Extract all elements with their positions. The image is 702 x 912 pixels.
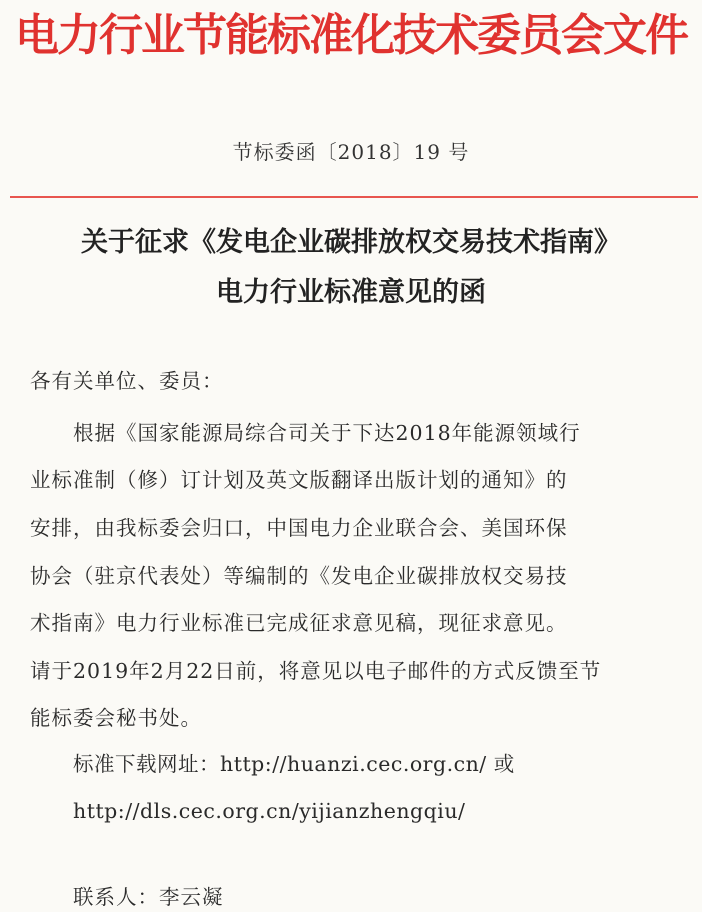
contact-person: 联系人：李云凝 [73, 885, 224, 909]
download-url-line-2: http://dls.cec.org.cn/yijianzhengqiu/ [73, 799, 466, 823]
red-divider-rule [10, 196, 698, 198]
document-title-line-2: 电力行业标准意见的函 [216, 277, 486, 308]
document-number: 节标委函〔2018〕19 号 [232, 140, 470, 164]
download-url-line-1: 标准下载网址：http://huanzi.cec.org.cn/ 或 [73, 752, 515, 776]
paragraph-line: 能标委会秘书处。 [30, 706, 202, 730]
salutation: 各有关单位、委员： [30, 369, 224, 393]
paragraph-line: 请于2019年2月22日前，将意见以电子邮件的方式反馈至节 [30, 659, 602, 683]
paragraph-line: 协会（驻京代表处）等编制的《发电企业碳排放权交易技 [30, 564, 568, 588]
masthead-title: 电力行业节能标准化技术委员会文件 [15, 10, 687, 61]
document-title-line-1: 关于征求《发电企业碳排放权交易技术指南》 [81, 227, 621, 258]
paragraph-line: 安排，由我标委会归口，中国电力企业联合会、美国环保 [30, 516, 568, 540]
paragraph-line: 业标准制（修）订计划及英文版翻译出版计划的通知》的 [30, 468, 568, 492]
paragraph-line: 根据《国家能源局综合司关于下达2018年能源领域行 [73, 421, 581, 445]
paragraph-line: 术指南》电力行业标准已完成征求意见稿，现征求意见。 [30, 611, 568, 635]
